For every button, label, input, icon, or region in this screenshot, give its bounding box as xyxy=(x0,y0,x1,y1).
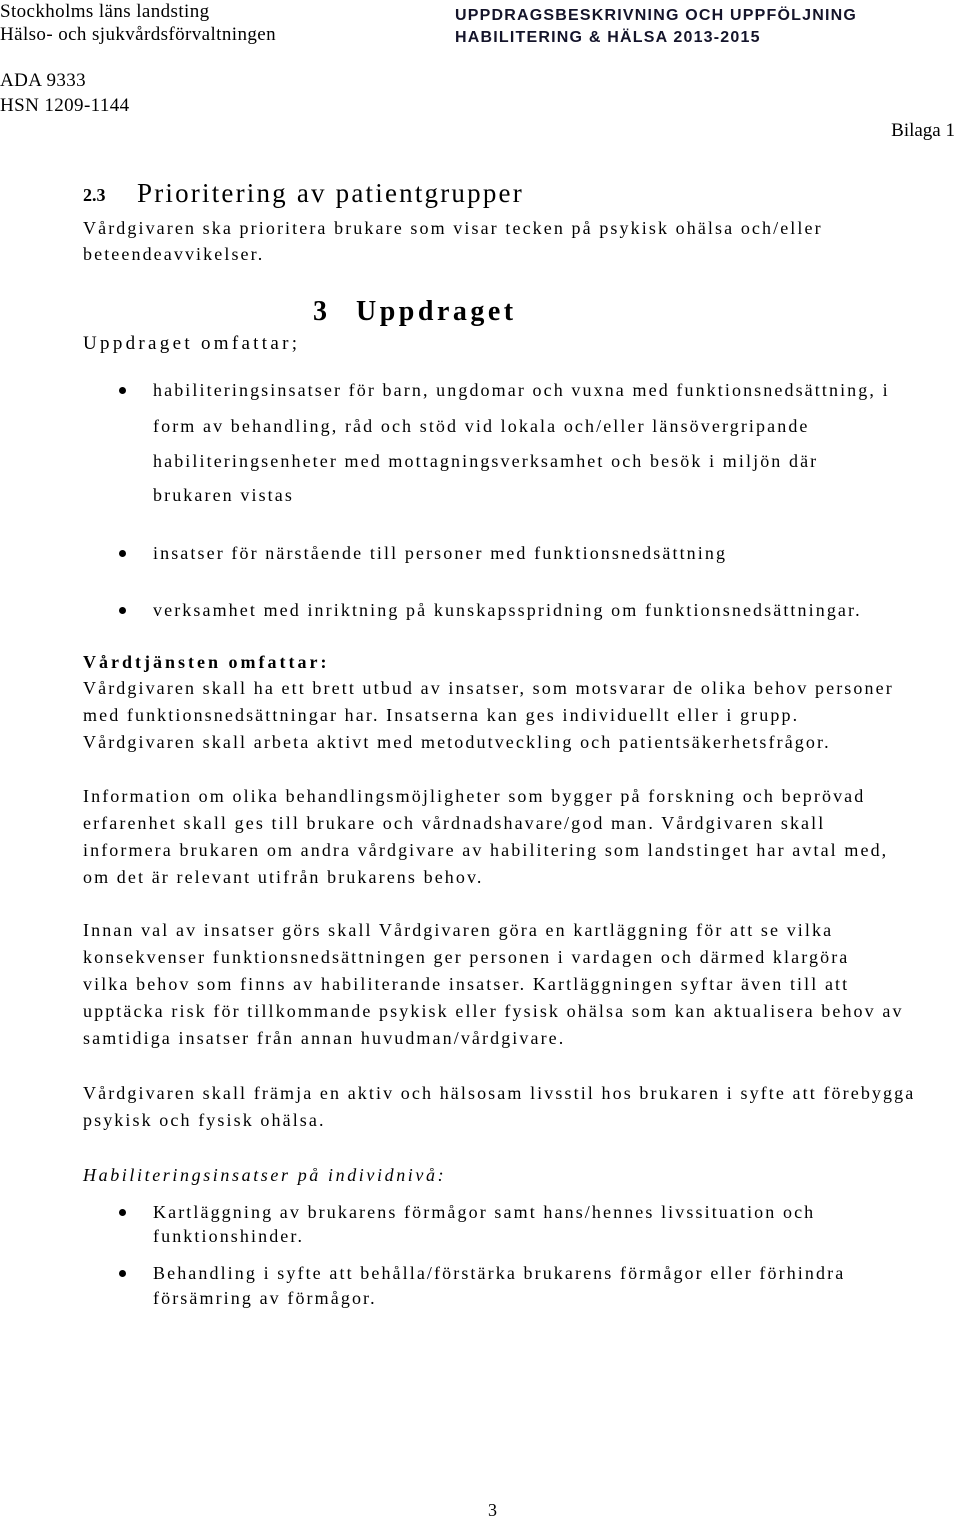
doc-title-line-1: UPPDRAGSBESKRIVNING OCH UPPFÖLJNING xyxy=(455,7,858,24)
reference-hsn: HSN 1209-1144 xyxy=(0,95,130,116)
paragraph-line: informera brukaren om andra vårdgivare av habilitering som landstinget har avtal med, xyxy=(83,840,889,860)
page-number: 3 xyxy=(488,1500,497,1520)
vardtjansten-heading: Vårdtjänsten omfattar: xyxy=(83,652,330,672)
chapter-number: 3 xyxy=(313,296,327,327)
bullet-text-line: Kartläggning av brukarens förmågor samt hans/hennes livssituation och xyxy=(153,1202,816,1222)
bullet-text-line: verksamhet med inriktning på kunskapsspridning om funktionsnedsättningar. xyxy=(153,600,862,620)
bullet-icon xyxy=(119,607,126,614)
bullet-text-line: Behandling i syfte att behålla/förstärka brukarens förmågor eller förhindra xyxy=(153,1263,846,1283)
paragraph-line: konsekvenser funktionsnedsättningen ger personen i vardagen och därmed klargöra xyxy=(83,947,850,967)
paragraph-line: Vårdgivaren skall främja en aktiv och hälsosam livsstil hos brukaren i syfte att förebygga xyxy=(83,1083,916,1103)
section-text-line: Vårdgivaren ska prioritera brukare som visar tecken på psykisk ohälsa och/eller xyxy=(83,218,823,238)
bullet-icon xyxy=(119,1270,126,1277)
bullet-icon xyxy=(119,387,126,394)
paragraph-line: psykisk och fysisk ohälsa. xyxy=(83,1110,326,1130)
doc-title-line-2: HABILITERING & HÄLSA 2013-2015 xyxy=(455,29,761,46)
reference-ada: ADA 9333 xyxy=(0,70,87,91)
chapter-title: Uppdraget xyxy=(356,296,517,327)
section-title: Prioritering av patientgrupper xyxy=(137,178,524,208)
org-name: Stockholms läns landsting xyxy=(0,1,210,22)
bullet-text-line: försämring av förmågor. xyxy=(153,1288,377,1308)
bullet-text-line: form av behandling, råd och stöd vid lokala och/eller länsövergripande xyxy=(153,416,810,436)
paragraph-line: upptäcka risk för tillkommande psykisk eller fysisk ohälsa som kan aktualisera behov av xyxy=(83,1001,904,1021)
bullet-icon xyxy=(119,1209,126,1216)
bullet-text-line: funktionshinder. xyxy=(153,1226,305,1246)
paragraph-line: vilka behov som finns av habiliterande insatser. Kartläggningen syftar även till att xyxy=(83,974,850,994)
bullet-text-line: insatser för närstående till personer med funktionsnedsättning xyxy=(153,543,728,563)
uppdraget-intro: Uppdraget omfattar; xyxy=(83,333,301,354)
section-text-line: beteendeavvikelser. xyxy=(83,244,265,264)
paragraph-line: Innan val av insatser görs skall Vårdgivaren göra en kartläggning för att se vilka xyxy=(83,920,834,940)
paragraph-line: Vårdgivaren skall ha ett brett utbud av insatser, som motsvarar de olika behov personer xyxy=(83,678,894,698)
paragraph-line: erfarenhet skall ges till brukare och vårdnadshavare/god man. Vårdgivaren skall xyxy=(83,813,826,833)
paragraph-line: om det är relevant utifrån brukarens behov. xyxy=(83,867,484,887)
bullet-icon xyxy=(119,550,126,557)
bullet-text-line: habiliteringsinsatser för barn, ungdomar och vuxna med funktionsnedsättning, i xyxy=(153,380,890,400)
dept-name: Hälso- och sjukvårdsförvaltningen xyxy=(0,24,276,45)
paragraph-line: samtidiga insatser från annan huvudman/vårdgivare. xyxy=(83,1028,566,1048)
paragraph-line: med funktionsnedsättningar har. Insatserna kan ges individuellt eller i grupp. xyxy=(83,705,800,725)
paragraph-line: Information om olika behandlingsmöjligheter som bygger på forskning och beprövad xyxy=(83,786,866,806)
bullet-text-line: habiliteringsenheter med mottagningsverksamhet och besök i miljön där xyxy=(153,451,819,471)
paragraph-line: Vårdgivaren skall arbeta aktivt med metodutveckling och patientsäkerhetsfrågor. xyxy=(83,732,831,752)
individniva-heading: Habiliteringsinsatser på individnivå: xyxy=(83,1165,447,1185)
bullet-text-line: brukaren vistas xyxy=(153,485,294,505)
section-number: 2.3 xyxy=(83,185,106,205)
attachment-label: Bilaga 1 xyxy=(891,120,955,141)
